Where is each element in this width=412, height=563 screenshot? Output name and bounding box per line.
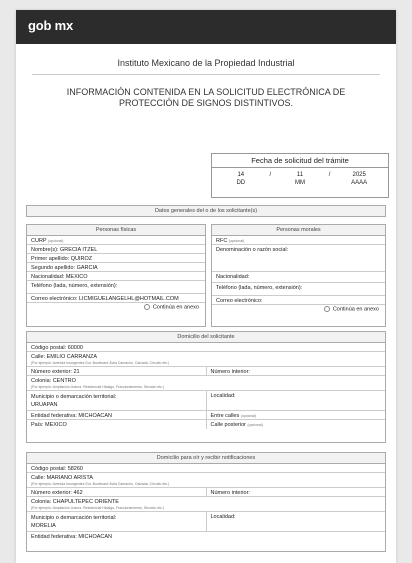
nacionalidad-field: Nacionalidad: MEXICO [27,272,205,281]
continua-anexo-morales[interactable]: Continúa en anexo [212,305,385,314]
document-page [16,10,396,563]
num-ext-field: Número exterior: 21 [27,367,207,375]
date-sep-1: / [269,172,272,178]
date-year: 2025 AAAA [351,172,368,186]
colonia-field: Colonia: CENTRO (Por ejemplo: Ampliación Juárez, Residencial Hidalgo, Fraccionamiento, Sección etc.) [27,376,385,391]
personas-morales-title: Personas morales [212,225,385,236]
entre-calles-field: Entre calles (opcional) [210,412,257,419]
notif-colonia-field: Colonia: CHAPULTEPEC ORIENTE (Por ejemplo: Ampliación Juárez, Residencial Hidalgo, Fraccionamiento, Sección etc.) [27,497,385,512]
personas-fisicas-title: Personas físicas [27,225,205,236]
notif-localidad-field: Localidad: [210,513,236,520]
date-month: 11 MM [294,172,305,186]
rfc-field: RFC (opcional) [212,236,385,245]
date-header: Fecha de solicitud del trámite [212,154,388,168]
continua-anexo-fisicas[interactable]: Continúa en anexo [27,303,205,312]
notificaciones-title: Domicilio para oír y recibir notificaciones [27,453,385,464]
segundo-apellido-field: Segundo apellido: GARCIA [27,263,205,272]
domicilio-title: Domicilio del solicitante [27,332,385,343]
brand-logo: gob mx [28,18,74,33]
radio-icon[interactable] [144,304,150,310]
notif-cp-field: Código postal: 58260 [27,464,385,473]
morales-correo-field: Correo electrónico: [212,296,385,305]
domicilio-solicitante-box [26,331,386,443]
brand-header [16,10,396,44]
domicilio-notificaciones-box [26,452,386,552]
morales-nacionalidad-field: Nacionalidad: [212,272,385,283]
primer-apellido-field: Primer apellido: QUIROZ [27,254,205,263]
general-data-title: Datos generales del o de los solicitante(s) [26,205,386,217]
denominacion-field: Denominación o razón social: [212,245,385,272]
radio-icon[interactable] [324,306,330,312]
notif-num-ext-field: Número exterior: 462 [27,488,207,496]
calle-field: Calle: EMILIO CARRANZA (Por ejemplo: Avenida Insurgentes Sur, Boulevard Ávila Camacho, Calzada, Circuito etc.) [27,352,385,367]
notif-num-int-field: Número interior: [210,489,250,496]
cp-field: Código postal: 60000 [27,343,385,352]
nombre-field: Nombre(s): GRECIA ITZEL [27,245,205,254]
personas-morales-box [211,224,386,327]
curp-field: CURP (opcional) [27,236,205,245]
notif-calle-field: Calle: MARIANO ARISTA (Por ejemplo: Avenida Insurgentes Sur, Boulevard Ávila Camacho, Calzada, Circuito etc.) [27,473,385,488]
calle-posterior-field: Calle posterior (opcional) [210,421,263,428]
entidad-field: Entidad federativa: MICHOACAN [27,411,207,419]
personas-fisicas-box [26,224,206,327]
date-sep-2: / [328,172,331,178]
request-date-box [211,153,389,198]
institution-name: Instituto Mexicano de la Propiedad Industrial [32,58,380,75]
notif-entidad-field: Entidad federativa: MICHOACAN [31,533,113,540]
localidad-field: Localidad: [210,392,236,399]
municipio-field: Municipio o demarcación territorial: URUAPAN [27,391,207,410]
morales-telefono-field: Teléfono (lada, número, extensión): [212,283,385,296]
num-int-field: Número interior: [210,368,250,375]
correo-field: Correo electrónico: LICMIGUELANGELHL@HOTMAIL.COM [27,294,205,303]
notif-municipio-field: Municipio o demarcación territorial: MORELIA [27,512,207,531]
date-day: 14 DD [236,172,246,186]
pais-field: País: MEXICO [27,420,207,429]
telefono-field: Teléfono (lada, número, extensión): [27,281,205,294]
document-title: INFORMACIÓN CONTENIDA EN LA SOLICITUD ELECTRÓNICA DE PROTECCIÓN DE SIGNOS DISTINTIVOS. [66,87,346,108]
